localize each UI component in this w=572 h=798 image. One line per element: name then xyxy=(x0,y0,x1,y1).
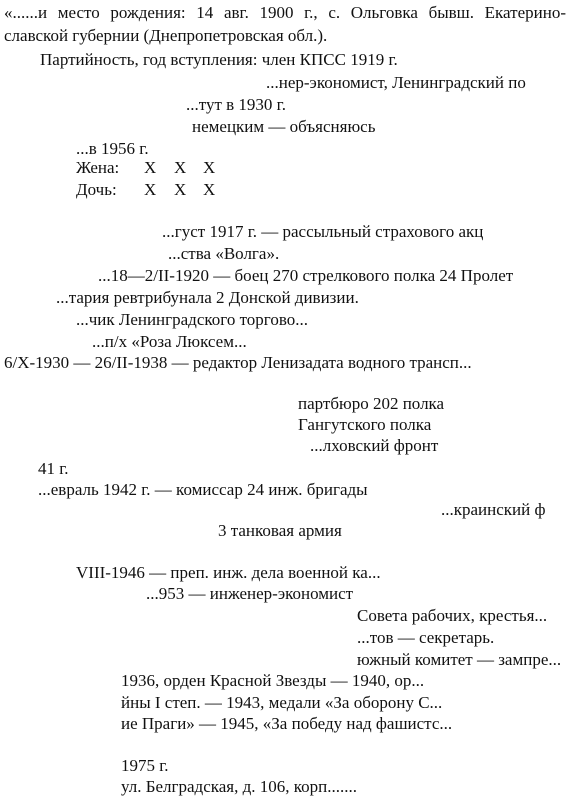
text-line-southern: южный комитет — зампре... xyxy=(357,650,562,669)
text-line-birth: «......и место рождения: 14 авг. 1900 г., с. Ольговка бывш. Екатерино- xyxy=(4,3,566,22)
text-line-address: ул. Белградская, д. 106, корп....... xyxy=(121,777,357,796)
redaction-mark: X xyxy=(203,180,216,199)
text-line-1953: ...953 — инженер-экономист xyxy=(146,584,354,603)
text-line-tribunal: ...тария ревтрибунала 2 Донской дивизии. xyxy=(56,288,359,307)
text-line-volkhov: ...лховский фронт xyxy=(310,436,439,455)
text-line-1917: ...густ 1917 г. — рассыльный страхового акц xyxy=(162,222,484,241)
text-line-birth-cont: славской губернии (Днепропетровская обл.). xyxy=(4,26,328,45)
text-line-awards-1945: ие Праги» — 1945, «За победу над фашистс... xyxy=(121,714,453,733)
redaction-mark: X xyxy=(174,180,187,199)
family-label: Жена: xyxy=(76,158,120,177)
text-line-1975: 1975 г. xyxy=(121,756,169,775)
text-line-secretary: ...тов — секретарь. xyxy=(357,628,495,647)
text-line-41: 41 г. xyxy=(38,459,69,478)
text-line-1946: VIII-1946 — преп. инж. дела военной ка... xyxy=(76,563,381,582)
redaction-mark: X xyxy=(203,158,216,177)
text-line-language: немецким — объясняюсь xyxy=(192,117,376,136)
text-line-editor: 6/X-1930 — 26/II-1938 — редактор Ленизадата водного трансп... xyxy=(4,353,472,372)
text-line-volga: ...ства «Волга». xyxy=(168,244,280,263)
text-line-gangut: Гангутского полка xyxy=(298,415,432,434)
text-line-1920: ...18—2/II-1920 — боец 270 стрелкового полка 24 Пролет xyxy=(98,266,514,285)
text-line-1956: ...в 1956 г. xyxy=(76,139,149,158)
text-line-awards-1936: 1936, орден Красной Звезды — 1940, ор... xyxy=(121,671,425,690)
redaction-mark: X xyxy=(174,158,187,177)
redaction-mark: X xyxy=(144,180,157,199)
text-line-party: Партийность, год вступления: член КПСС 1919 г. xyxy=(40,50,398,69)
text-line-institute: ...тут в 1930 г. xyxy=(186,95,286,114)
family-label: Дочь: xyxy=(76,180,117,199)
text-line-education: ...нер-экономист, Ленинградский по xyxy=(266,73,526,92)
text-line-awards-1943: йны I степ. — 1943, медали «За оборону С... xyxy=(121,693,443,712)
text-line-soviet: Совета рабочих, крестья... xyxy=(357,606,548,625)
redaction-mark: X xyxy=(144,158,157,177)
text-line-commissar: ...евраль 1942 г. — комиссар 24 инж. бригады xyxy=(38,480,368,499)
text-line-party-bureau: партбюро 202 полка xyxy=(298,394,445,413)
text-line-tank-army: 3 танковая армия xyxy=(218,521,342,540)
text-line-ship: ...п/х «Роза Люксем... xyxy=(92,332,247,351)
text-line-trade: ...чик Ленинградского торгово... xyxy=(76,310,308,329)
text-line-ukrainian: ...краинский ф xyxy=(441,500,546,519)
